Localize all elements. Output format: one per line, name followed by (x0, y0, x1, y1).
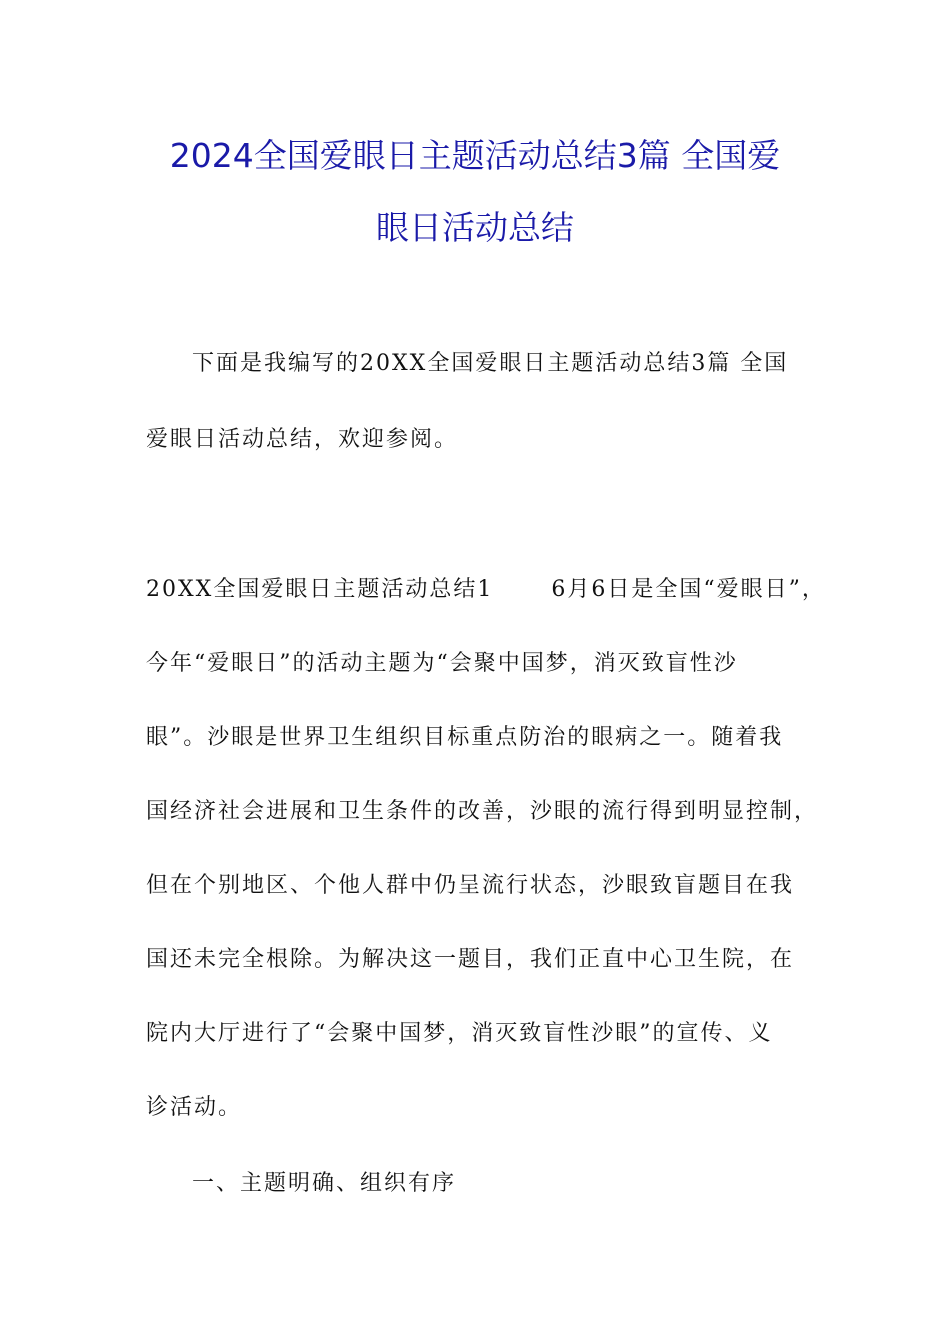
body-paragraph-line: 院内大厅进行了“会聚中国梦，消灭致盲性沙眼”的宣传、义 (146, 1021, 773, 1046)
intro-paragraph-line-1: 下面是我编写的20XX全国爱眼日主题活动总结3篇 全国 (192, 351, 789, 376)
section-heading: 20XX全国爱眼日主题活动总结1 (146, 577, 494, 602)
section-first-line (146, 572, 826, 603)
body-first-line-text: 6月6日是全国“爱眼日”， (551, 577, 826, 602)
body-paragraph-line: 但在个别地区、个他人群中仍呈流行状态，沙眼致盲题目在我 (146, 873, 795, 898)
body-paragraph-line: 国还未完全根除。为解决这一题目，我们正直中心卫生院，在 (146, 947, 795, 972)
document-title-line-2: 眼日活动总结 (376, 208, 574, 247)
body-paragraph-line: 诊活动。 (146, 1095, 243, 1120)
document-title-line-1: 2024全国爱眼日主题活动总结3篇 全国爱 (169, 136, 781, 175)
intro-paragraph-line-2: 爱眼日活动总结，欢迎参阅。 (146, 427, 459, 452)
subheading: 一、主题明确、组织有序 (192, 1171, 457, 1196)
body-paragraph-line: 今年“爱眼日”的活动主题为“会聚中国梦，消灭致盲性沙 (146, 651, 738, 676)
body-paragraph-line: 国经济社会进展和卫生条件的改善，沙眼的流行得到明显控制， (146, 799, 819, 824)
body-paragraph-line: 眼”。沙眼是世界卫生组织目标重点防治的眼病之一。随着我 (146, 725, 784, 750)
